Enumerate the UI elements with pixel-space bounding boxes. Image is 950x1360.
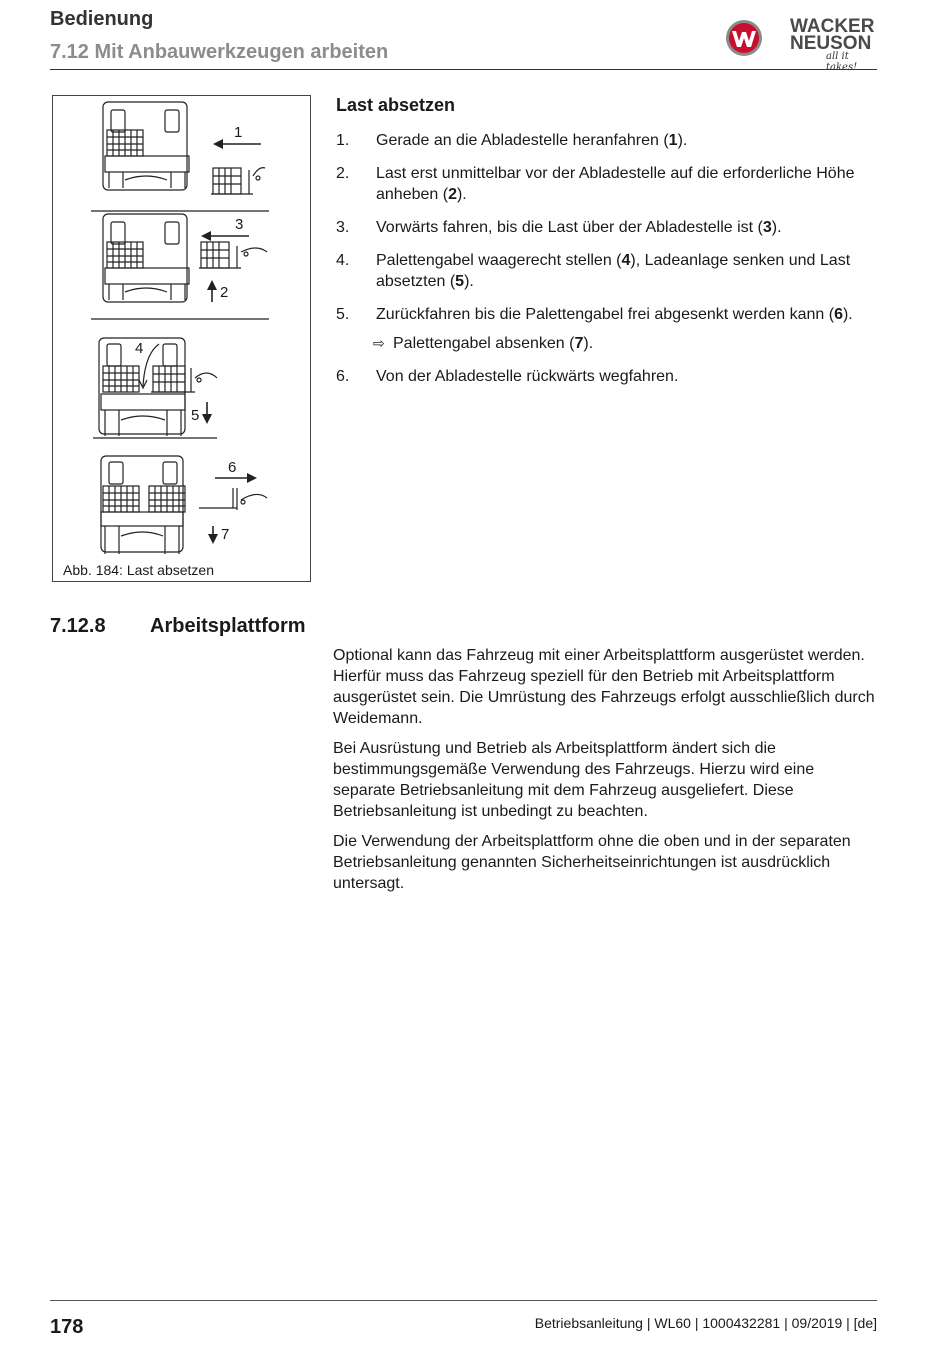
panel-4 — [101, 456, 267, 554]
step-text: Palettengabel waagerecht stellen ( — [376, 252, 622, 269]
steps-heading: Last absetzen — [336, 95, 456, 115]
steps-list — [336, 130, 881, 399]
figure-label: 6 — [228, 459, 237, 476]
step-number: 3. — [336, 219, 350, 236]
section-title: Arbeitsplattform — [150, 615, 306, 637]
footer-divider — [50, 1300, 877, 1301]
logo-text-line1: WACKER — [790, 16, 875, 37]
figure-caption: Abb. 184: Last absetzen — [63, 562, 214, 578]
step-text-end: ). — [583, 335, 594, 352]
step-number: 5. — [336, 306, 350, 323]
figure-label: 7 — [221, 526, 230, 543]
list-item — [336, 130, 881, 151]
paragraph: Bei Ausrüstung und Betrieb als Arbeitsplattform ändert sich die bestimmungsgemäße Verwendung des Fahrzeugs. Hierzu wird eine separate Betriebsanleitung mit dem Fahrzeug ausgeliefert. Diese Betriebsanleitung ist unbedingt zu beachten. — [333, 740, 815, 820]
header-divider — [50, 69, 877, 70]
step-ref: 5 — [455, 273, 465, 290]
step-ref: 1 — [668, 132, 678, 149]
page-number: 178 — [50, 1316, 84, 1338]
panel-1 — [91, 102, 269, 211]
step-text-end: ). — [677, 132, 688, 149]
step-text: Gerade an die Abladestelle heranfahren ( — [376, 132, 669, 149]
list-item — [336, 304, 881, 325]
logo-tagline: all it takes! — [826, 51, 858, 73]
figure-label: 3 — [235, 216, 244, 233]
logo-emblem-icon — [724, 18, 764, 58]
paragraph: Optional kann das Fahrzeug mit einer Arbeitsplattform ausgerüstet werden. Hierfür muss das Fahrzeug speziell für den Betrieb mit Arbeitsplattform ausgerüstet sein. Die Umrüstung des Fahrzeugs erfolgt ausschließlich durch Weidemann. — [333, 647, 875, 727]
section-body — [333, 645, 878, 903]
list-item — [336, 163, 881, 205]
list-item — [336, 250, 881, 292]
header-section-title: Bedienung — [50, 8, 154, 30]
step-text: Palettengabel absenken ( — [393, 335, 575, 352]
step-number: 4. — [336, 252, 350, 269]
figure-last-absetzen — [52, 95, 311, 582]
step-text-end: ). — [464, 273, 474, 290]
header-subsection-title: 7.12 Mit Anbauwerkzeugen arbeiten — [50, 41, 389, 63]
list-item — [336, 217, 881, 238]
figure-label: 5 — [191, 407, 200, 424]
step-number: 2. — [336, 165, 350, 182]
loader-illustration — [53, 96, 310, 556]
list-item — [336, 366, 881, 387]
step-number: 6. — [336, 368, 350, 385]
section-number: 7.12.8 — [50, 615, 106, 637]
logo-text-line2: NEUSON — [790, 33, 872, 54]
step-text: Vorwärts fahren, bis die Last über der Abladestelle ist ( — [376, 219, 763, 236]
list-item — [336, 333, 881, 354]
step-text: Zurückfahren bis die Palettengabel frei abgesenkt werden kann ( — [376, 306, 835, 323]
step-number: 1. — [336, 132, 350, 149]
result-arrow-icon: ⇨ — [373, 335, 385, 351]
paragraph: Die Verwendung der Arbeitsplattform ohne die oben und in der separaten Betriebsanleitung genannten Sicherheitseinrichtungen ist ausdrücklich untersagt. — [333, 833, 851, 892]
figure-label: 1 — [234, 124, 243, 141]
step-text-end: ). — [771, 219, 782, 236]
step-text-mid: ), Ladeanlage senken und Last absetzten ( — [376, 252, 851, 290]
step-ref: 6 — [834, 306, 843, 323]
wacker-neuson-logo — [722, 14, 880, 73]
step-ref: 2 — [448, 186, 457, 203]
figure-label: 4 — [135, 340, 144, 357]
step-ref: 4 — [621, 252, 631, 269]
document-info: Betriebsanleitung | WL60 | 1000432281 | 09/2019 | [de] — [534, 1315, 877, 1331]
step-ref: 7 — [574, 335, 584, 352]
step-ref: 3 — [762, 219, 772, 236]
figure-label: 2 — [220, 284, 229, 301]
step-text: Last erst unmittelbar vor der Abladestelle auf die erforderliche Höhe anheben ( — [376, 165, 855, 203]
step-text: Von der Abladestelle rückwärts wegfahren. — [376, 368, 679, 385]
step-text-end: ). — [842, 306, 853, 323]
step-text-end: ). — [456, 186, 467, 203]
